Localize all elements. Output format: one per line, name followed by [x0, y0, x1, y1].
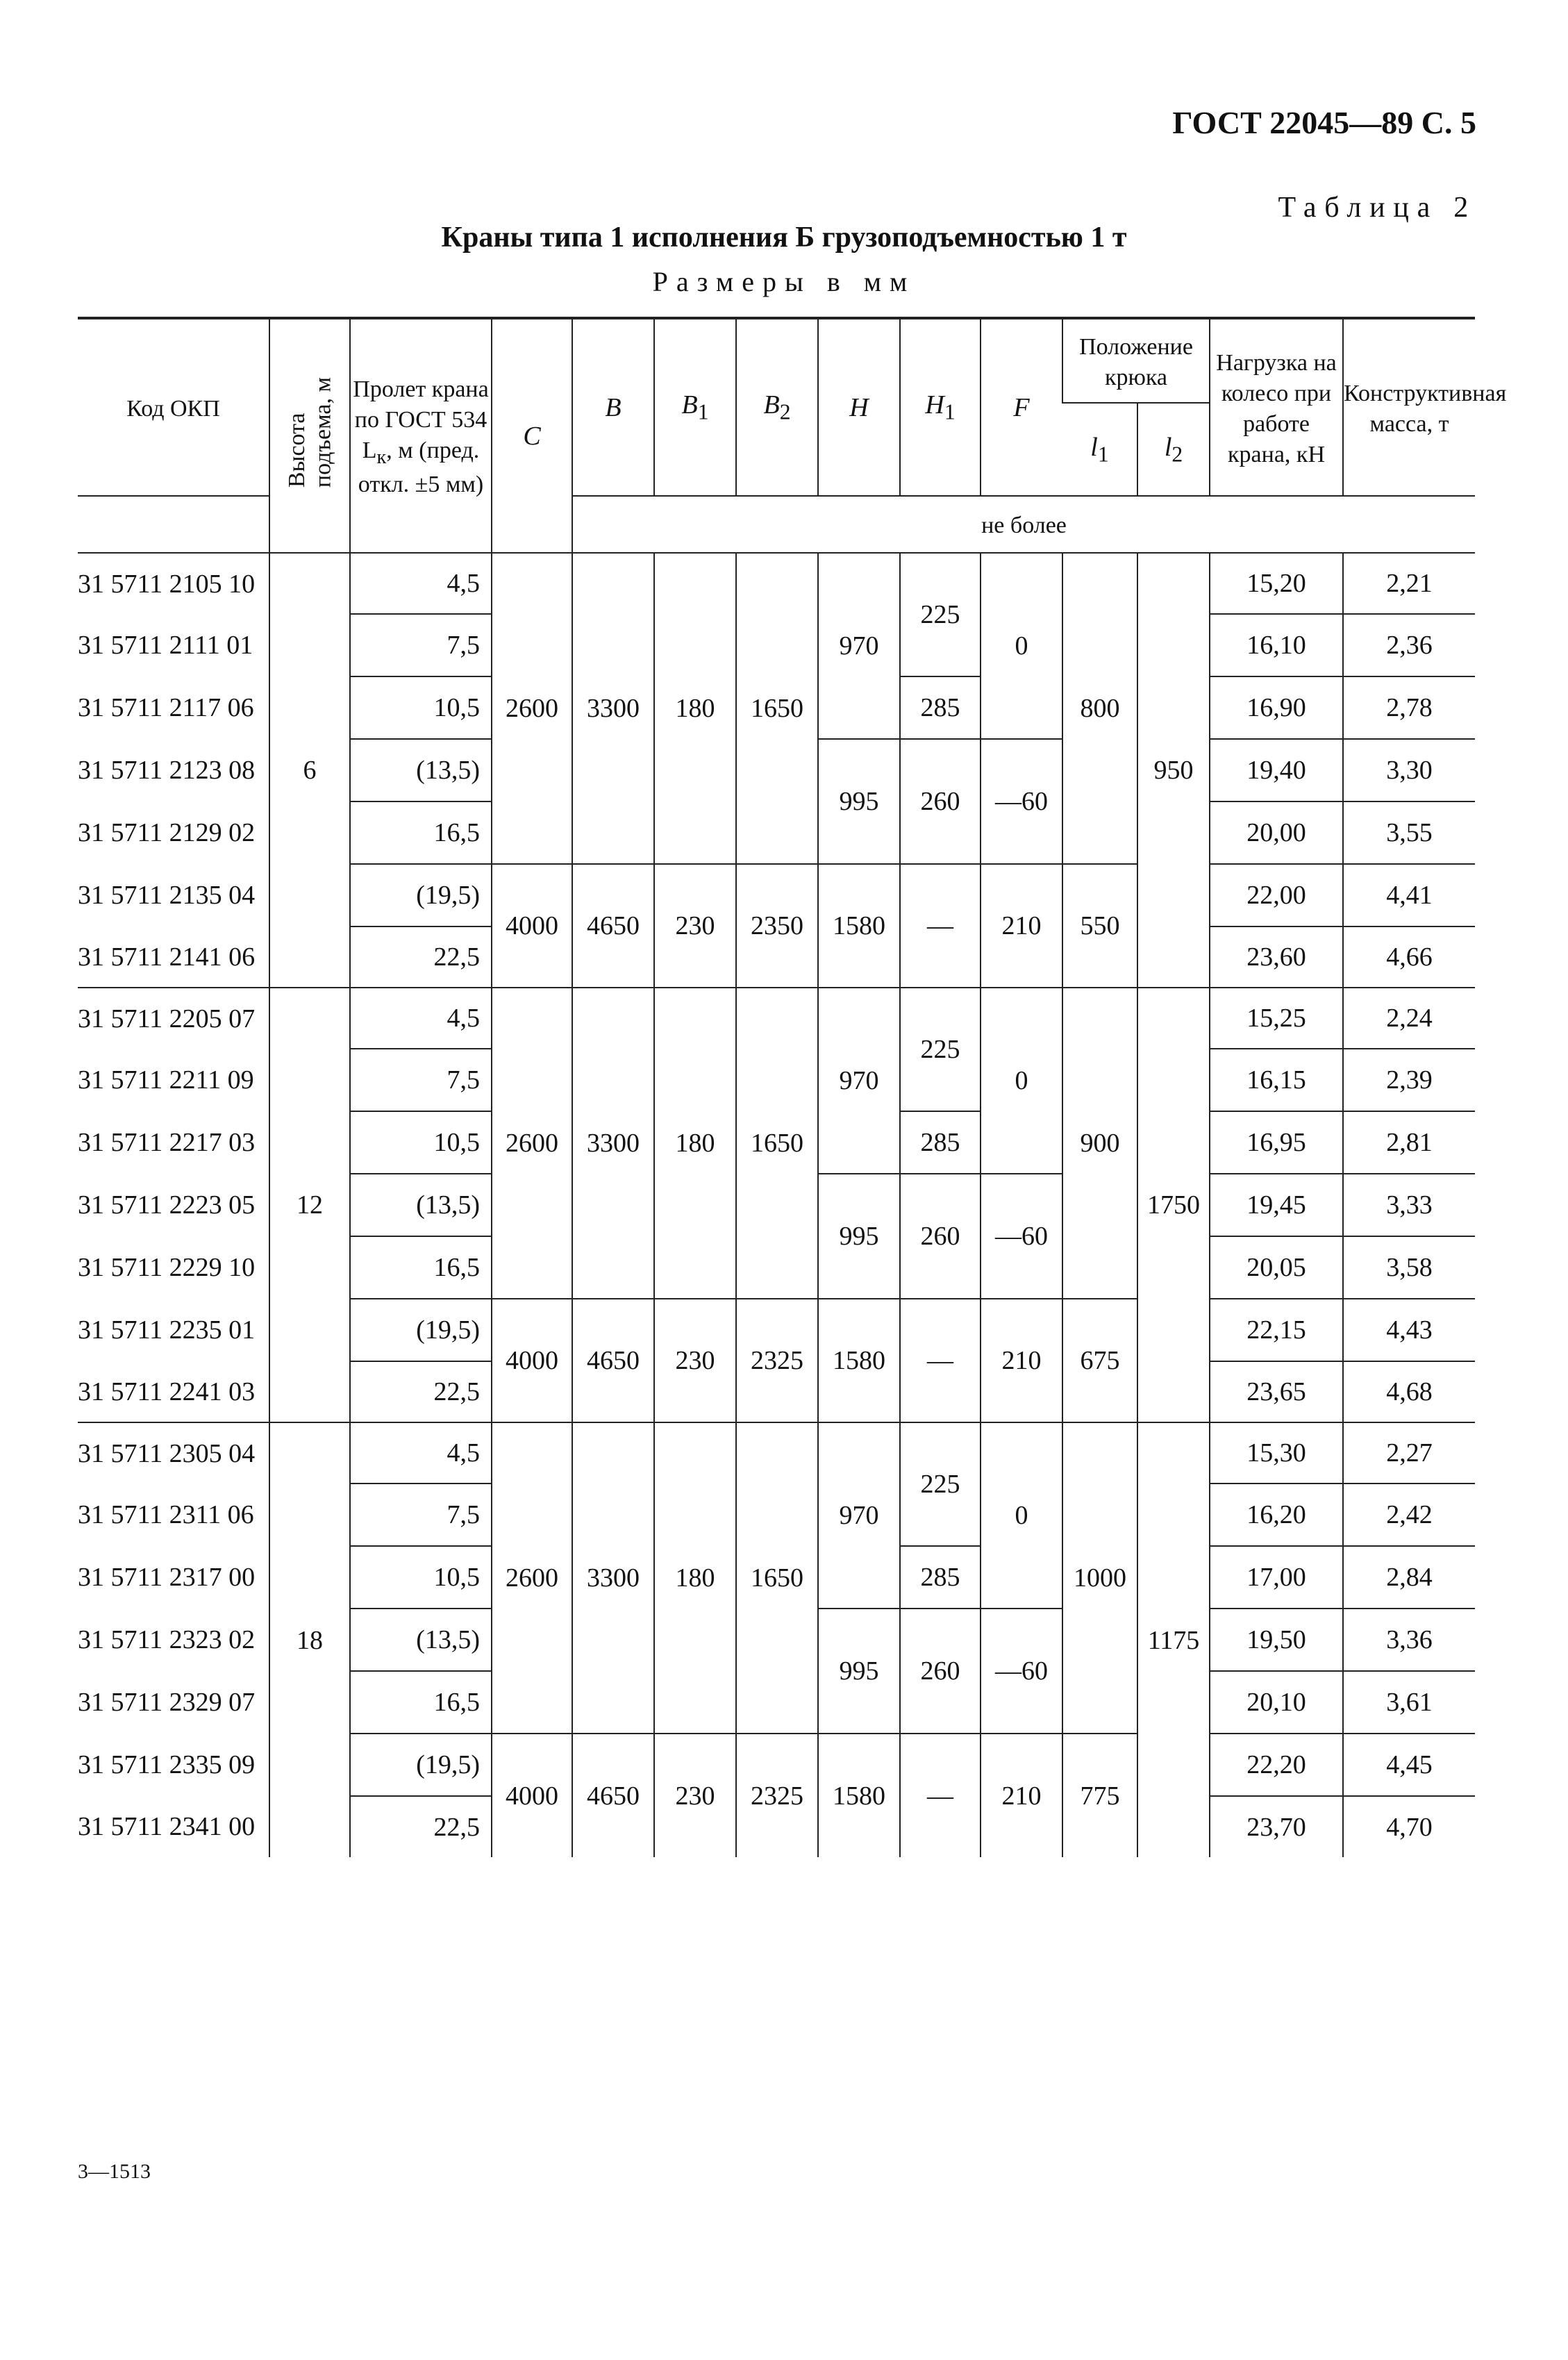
span-cell: 7,5	[350, 614, 492, 676]
span-cell: 7,5	[350, 1049, 492, 1111]
wheel-load-cell: 23,65	[1210, 1361, 1343, 1422]
page-footer: 3—1513	[78, 2160, 151, 2183]
lift-height-cell: 6	[269, 553, 350, 988]
span-cell: 4,5	[350, 553, 492, 614]
wheel-load-cell: 23,60	[1210, 926, 1343, 988]
mass-cell: 4,68	[1343, 1361, 1475, 1422]
running-head: ГОСТ 22045—89 С. 5	[1172, 105, 1476, 140]
span-cell: (13,5)	[350, 739, 492, 801]
okp-code-cell: 31 5711 2111 01	[78, 631, 253, 660]
header-l2: $l_2$	[1137, 403, 1210, 496]
span-cell: 22,5	[350, 1796, 492, 1857]
dim-H-cell: 970	[818, 553, 900, 739]
hook-l1-cell: 800	[1062, 553, 1137, 864]
dim-H-cell: 1580	[818, 1299, 900, 1422]
wheel-load-cell: 16,95	[1210, 1111, 1343, 1174]
header-not-more: не более	[572, 496, 1475, 553]
wheel-load-cell: 22,00	[1210, 864, 1343, 926]
dim-H1-cell: 285	[900, 1546, 981, 1609]
dim-H-cell: 1580	[818, 864, 900, 988]
dim-F-cell: 0	[981, 1422, 1062, 1609]
span-cell: (13,5)	[350, 1174, 492, 1236]
dim-H1-cell: 285	[900, 1111, 981, 1174]
dim-C-cell: 2600	[492, 553, 572, 864]
okp-code-cell: 31 5711 2117 06	[78, 693, 254, 722]
okp-code-cell: 31 5711 2135 04	[78, 881, 256, 910]
okp-code-cell: 31 5711 2235 01	[78, 1315, 256, 1345]
header-H1: $H_1$	[900, 318, 981, 496]
mass-cell: 2,42	[1343, 1484, 1475, 1546]
dimensions-note: Размеры в мм	[652, 266, 916, 297]
header-F: F	[981, 318, 1062, 496]
dim-B2-cell: 2350	[736, 864, 818, 988]
hook-l1-cell: 1000	[1062, 1422, 1137, 1734]
dim-H1-cell: 225	[900, 553, 981, 676]
dim-H-cell: 995	[818, 739, 900, 864]
okp-code-cell: 31 5711 2211 09	[78, 1065, 254, 1095]
dim-B1-cell: 230	[654, 1734, 736, 1857]
span-cell: 16,5	[350, 1671, 492, 1734]
hook-l1-cell: 675	[1062, 1299, 1137, 1422]
hook-l2-cell: 1750	[1137, 988, 1210, 1422]
dim-C-cell: 2600	[492, 1422, 572, 1734]
mass-cell: 4,70	[1343, 1796, 1475, 1857]
wheel-load-cell: 19,45	[1210, 1174, 1343, 1236]
header-span: Пролет крана по ГОСТ 534 $L_к$, м (пред. откл. ±5 мм)	[350, 318, 492, 553]
dim-H1-cell: —	[900, 864, 981, 988]
header-code: Код ОКП	[78, 318, 269, 496]
span-cell: 10,5	[350, 1111, 492, 1174]
table-title: Краны типа 1 исполнения Б грузоподъемностью 1 т	[441, 222, 1127, 254]
header-lift-height: Высота подъема, м	[269, 318, 350, 553]
dim-H1-cell: 260	[900, 739, 981, 864]
mass-cell: 4,41	[1343, 864, 1475, 926]
table-row	[78, 988, 1475, 1049]
mass-cell: 3,61	[1343, 1671, 1475, 1734]
header-l1: $l_1$	[1062, 403, 1137, 496]
dim-B2-cell: 1650	[736, 553, 818, 864]
okp-code-cell: 31 5711 2205 07	[78, 988, 269, 1049]
dim-F-cell: 210	[981, 864, 1062, 988]
wheel-load-cell: 16,15	[1210, 1049, 1343, 1111]
dim-B2-cell: 1650	[736, 1422, 818, 1734]
hook-l1-cell: 775	[1062, 1734, 1137, 1857]
mass-cell: 2,36	[1343, 614, 1475, 676]
dim-B-cell: 3300	[572, 553, 654, 864]
okp-code-cell: 31 5711 2217 03	[78, 1128, 256, 1157]
span-cell: (19,5)	[350, 1734, 492, 1796]
span-cell: (19,5)	[350, 864, 492, 926]
wheel-load-cell: 23,70	[1210, 1796, 1343, 1857]
dim-B-cell: 4650	[572, 1299, 654, 1422]
hook-l1-cell: 550	[1062, 864, 1137, 988]
dim-B1-cell: 230	[654, 864, 736, 988]
wheel-load-cell: 20,10	[1210, 1671, 1343, 1734]
okp-code-cell: 31 5711 2129 02	[78, 818, 256, 847]
dim-F-cell: —60	[981, 739, 1062, 864]
table-body	[78, 553, 1475, 1857]
okp-code-cell: 31 5711 2105 10	[78, 553, 269, 614]
dim-C-cell: 4000	[492, 1299, 572, 1422]
dim-B1-cell: 180	[654, 1422, 736, 1734]
okp-code-cell: 31 5711 2323 02	[78, 1625, 256, 1654]
dim-H1-cell: —	[900, 1734, 981, 1857]
table-row	[78, 1422, 1475, 1484]
dim-H-cell: 970	[818, 988, 900, 1174]
dim-B1-cell: 180	[654, 553, 736, 864]
dim-B-cell: 3300	[572, 1422, 654, 1734]
wheel-load-cell: 16,90	[1210, 676, 1343, 739]
span-cell: 10,5	[350, 676, 492, 739]
dim-B-cell: 4650	[572, 864, 654, 988]
okp-code-cell: 31 5711 2229 10	[78, 1253, 256, 1282]
dim-H-cell: 1580	[818, 1734, 900, 1857]
mass-cell: 3,36	[1343, 1609, 1475, 1671]
dim-H1-cell: 260	[900, 1609, 981, 1734]
lift-height-cell: 12	[269, 988, 350, 1422]
dim-C-cell: 4000	[492, 864, 572, 988]
wheel-load-cell: 15,20	[1210, 553, 1343, 614]
okp-code-cell: 31 5711 2241 03	[78, 1377, 256, 1406]
lift-height-cell: 18	[269, 1422, 350, 1857]
dim-H1-cell: 225	[900, 1422, 981, 1546]
okp-code-cell: 31 5711 2141 06	[78, 942, 256, 972]
header-B1: $B_1$	[654, 318, 736, 496]
okp-code-cell: 31 5711 2305 04	[78, 1422, 269, 1484]
wheel-load-cell: 15,25	[1210, 988, 1343, 1049]
okp-code-cell: 31 5711 2123 08	[78, 756, 256, 785]
dim-B2-cell: 1650	[736, 988, 818, 1299]
span-cell: 10,5	[350, 1546, 492, 1609]
okp-code-cell: 31 5711 2329 07	[78, 1688, 256, 1717]
dim-B-cell: 4650	[572, 1734, 654, 1857]
dim-B1-cell: 230	[654, 1299, 736, 1422]
hook-l1-cell: 900	[1062, 988, 1137, 1299]
mass-cell: 3,55	[1343, 801, 1475, 864]
hook-l2-cell: 1175	[1137, 1422, 1210, 1857]
dim-B2-cell: 2325	[736, 1299, 818, 1422]
span-cell: 4,5	[350, 1422, 492, 1484]
mass-cell: 2,21	[1343, 553, 1475, 614]
wheel-load-cell: 20,05	[1210, 1236, 1343, 1299]
wheel-load-cell: 19,40	[1210, 739, 1343, 801]
header-B: B	[572, 318, 654, 496]
span-cell: 7,5	[350, 1484, 492, 1546]
mass-cell: 2,84	[1343, 1546, 1475, 1609]
crane-dimensions-table	[78, 317, 1507, 1857]
dim-H1-cell: 260	[900, 1174, 981, 1299]
header-wheel-load: Нагрузка на колесо при работе крана, кН	[1210, 318, 1343, 496]
wheel-load-cell: 22,15	[1210, 1299, 1343, 1361]
wheel-load-cell: 16,20	[1210, 1484, 1343, 1546]
dim-B-cell: 3300	[572, 988, 654, 1299]
header-hook-position: Положение крюка	[1062, 318, 1210, 403]
mass-cell: 3,58	[1343, 1236, 1475, 1299]
dim-H1-cell: 225	[900, 988, 981, 1111]
mass-cell: 2,78	[1343, 676, 1475, 739]
okp-code-cell: 31 5711 2223 05	[78, 1190, 256, 1220]
dim-H1-cell: —	[900, 1299, 981, 1422]
span-cell: 22,5	[350, 1361, 492, 1422]
wheel-load-cell: 17,00	[1210, 1546, 1343, 1609]
span-cell: 16,5	[350, 1236, 492, 1299]
mass-cell: 3,33	[1343, 1174, 1475, 1236]
mass-cell: 4,45	[1343, 1734, 1475, 1796]
wheel-load-cell: 22,20	[1210, 1734, 1343, 1796]
span-cell: (13,5)	[350, 1609, 492, 1671]
okp-code-cell: 31 5711 2311 06	[78, 1500, 254, 1529]
dim-F-cell: 210	[981, 1734, 1062, 1857]
span-cell: 22,5	[350, 926, 492, 988]
okp-code-cell: 31 5711 2341 00	[78, 1812, 256, 1841]
span-cell: (19,5)	[350, 1299, 492, 1361]
okp-code-cell: 31 5711 2317 00	[78, 1563, 256, 1592]
span-cell: 4,5	[350, 988, 492, 1049]
dim-H-cell: 970	[818, 1422, 900, 1609]
mass-cell: 2,24	[1343, 988, 1475, 1049]
wheel-load-cell: 20,00	[1210, 801, 1343, 864]
dim-F-cell: —60	[981, 1609, 1062, 1734]
mass-cell: 2,81	[1343, 1111, 1475, 1174]
span-cell: 16,5	[350, 801, 492, 864]
mass-cell: 4,66	[1343, 926, 1475, 988]
mass-cell: 2,27	[1343, 1422, 1475, 1484]
dim-B1-cell: 180	[654, 988, 736, 1299]
table-row	[78, 553, 1475, 614]
mass-cell: 2,39	[1343, 1049, 1475, 1111]
table-number: Таблица 2	[1278, 192, 1476, 224]
wheel-load-cell: 16,10	[1210, 614, 1343, 676]
dim-C-cell: 4000	[492, 1734, 572, 1857]
mass-cell: 3,30	[1343, 739, 1475, 801]
dim-F-cell: 210	[981, 1299, 1062, 1422]
dim-H1-cell: 285	[900, 676, 981, 739]
dim-F-cell: 0	[981, 988, 1062, 1174]
dim-H-cell: 995	[818, 1174, 900, 1299]
header-C: C	[492, 318, 572, 553]
header-B2: $B_2$	[736, 318, 818, 496]
okp-code-cell: 31 5711 2335 09	[78, 1750, 256, 1779]
dim-C-cell: 2600	[492, 988, 572, 1299]
wheel-load-cell: 19,50	[1210, 1609, 1343, 1671]
dim-F-cell: 0	[981, 553, 1062, 739]
hook-l2-cell: 950	[1137, 553, 1210, 988]
mass-cell: 4,43	[1343, 1299, 1475, 1361]
header-mass: Конструктивная масса, т	[1343, 318, 1475, 496]
dim-H-cell: 995	[818, 1609, 900, 1734]
header-code-lower	[78, 496, 269, 553]
dim-F-cell: —60	[981, 1174, 1062, 1299]
dim-B2-cell: 2325	[736, 1734, 818, 1857]
header-H: H	[818, 318, 900, 496]
wheel-load-cell: 15,30	[1210, 1422, 1343, 1484]
